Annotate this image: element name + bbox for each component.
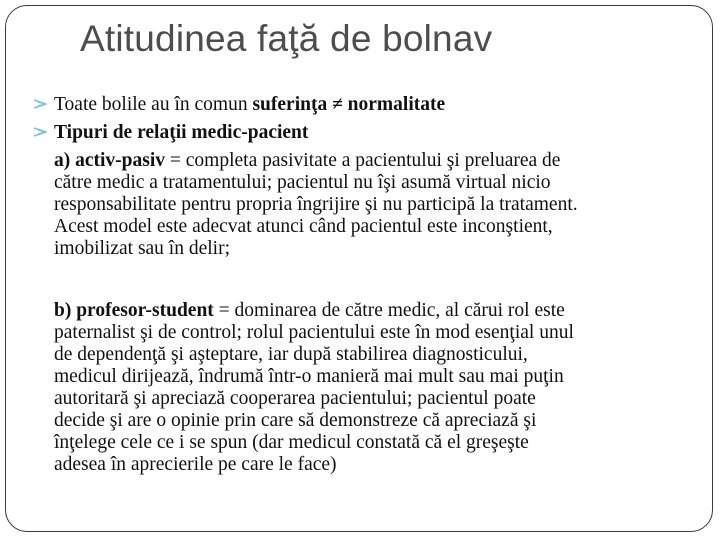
bullet-bold-text: suferinţa ≠ normalitate — [252, 94, 446, 115]
paragraph-text: = dominarea de către medic, al cărui rol este — [213, 300, 565, 321]
paragraph-line: înţelege cele ce i se spun (dar medicul constată că el greşeşte — [54, 432, 529, 453]
paragraph-term: b) profesor-student — [54, 300, 214, 321]
paragraph-activ-pasiv — [54, 150, 714, 260]
paragraph-text: = completa pasivitate a pacientului şi preluarea de — [165, 150, 561, 171]
bullet-arrow-icon — [32, 95, 54, 109]
paragraph-line — [54, 300, 714, 322]
paragraph-line: autoritară şi apreciază cooperarea pacientului; pacientul poate — [54, 388, 536, 409]
paragraph-line: adesea în aprecierile pe care le face) — [54, 454, 337, 475]
paragraph-profesor-student — [54, 300, 714, 476]
paragraph-line: responsabilitate pentru propria îngrijire şi nu participă la tratament. — [54, 194, 578, 215]
paragraph-term: a) activ-pasiv — [54, 150, 166, 171]
bullet-item-suferinta — [32, 94, 445, 116]
bullet-text: Toate bolile au în comun — [54, 94, 253, 115]
bullet-item-tipuri — [32, 122, 308, 144]
paragraph-line: către medic a tratamentului; pacientul nu îşi asumă virtual nicio — [54, 172, 551, 193]
paragraph-line: de dependenţă şi aşteptare, iar după stabilirea diagnosticului, — [54, 344, 528, 365]
paragraph-line — [54, 150, 714, 172]
paragraph-line: Acest model este adecvat atunci când pacientul este inconştient, — [54, 216, 553, 237]
paragraph-line: medicul dirijează, îndrumă într-o manieră mai mult sau mai puţin — [54, 366, 564, 387]
bullet-arrow-icon — [32, 123, 54, 137]
slide-title: Atitudinea faţă de bolnav — [80, 18, 493, 59]
paragraph-line: imobilizat sau în delir; — [54, 238, 231, 259]
paragraph-line: decide şi are o opinie prin care să demonstreze că apreciază şi — [54, 410, 537, 431]
bullet-bold-text: Tipuri de relaţii medic-pacient — [54, 122, 309, 143]
paragraph-line: paternalist şi de control; rolul pacientului este în mod esenţial unul — [54, 322, 574, 343]
